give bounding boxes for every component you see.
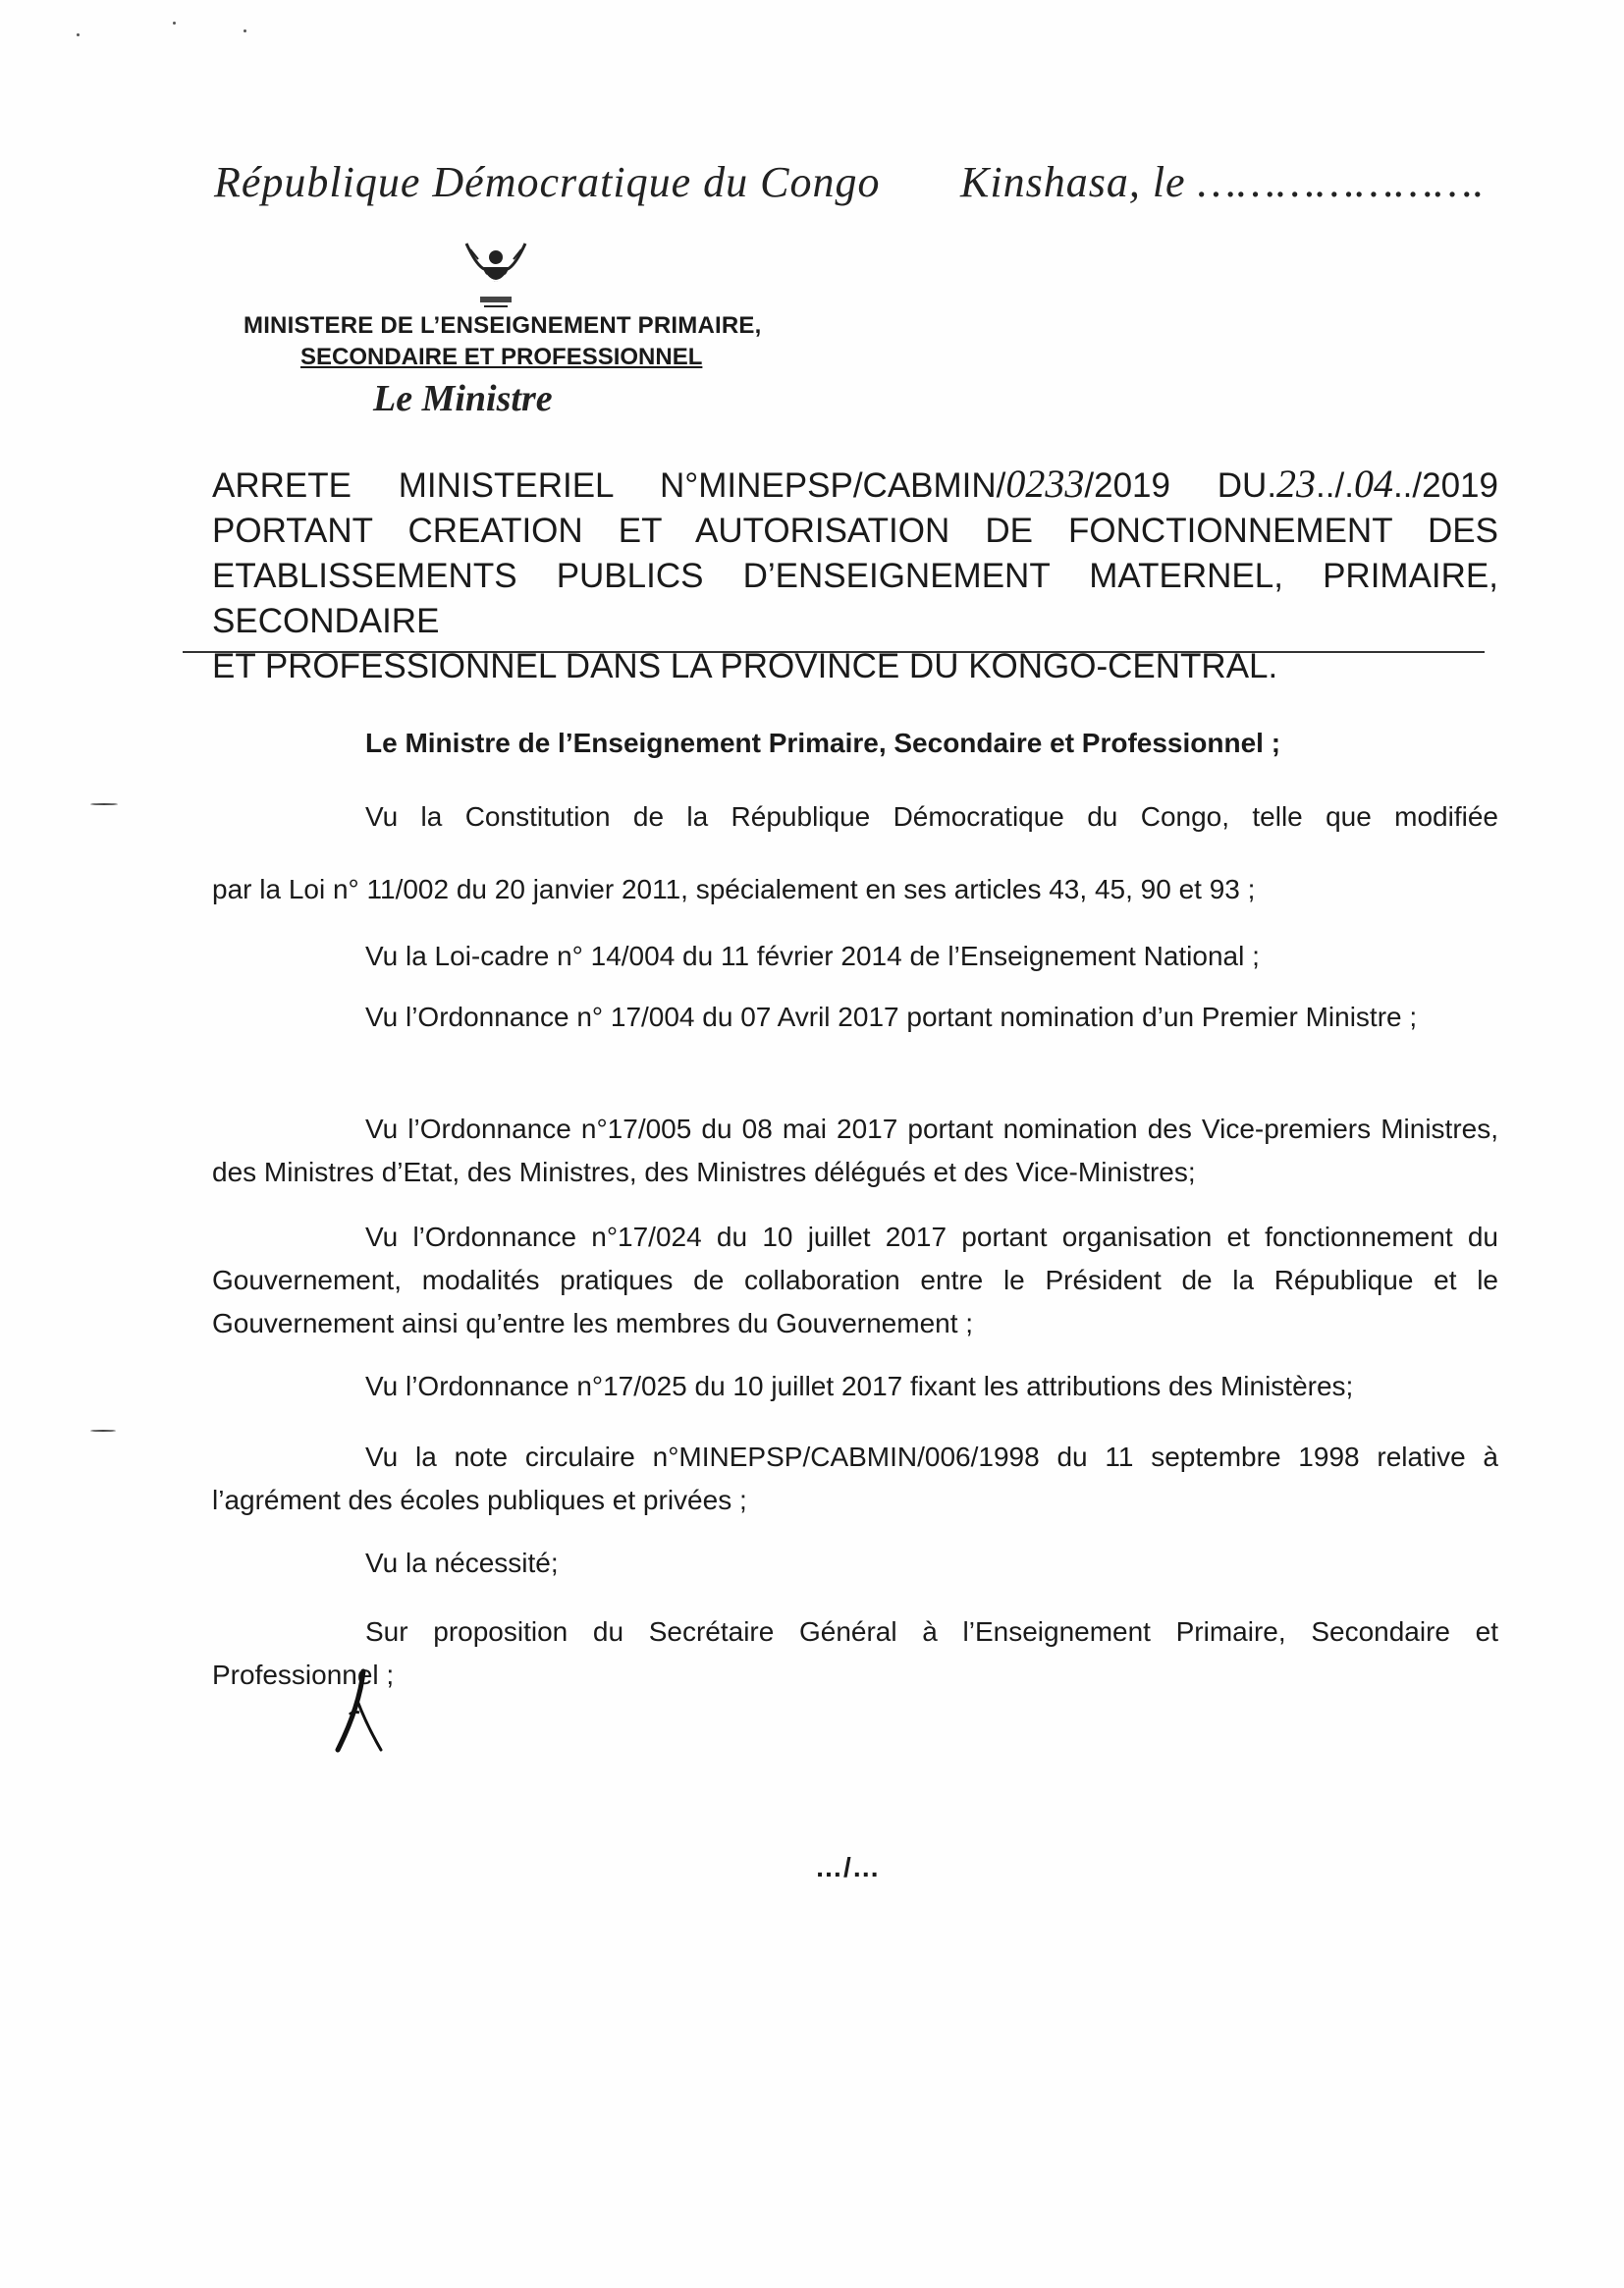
- decree-title-line-4: ET PROFESSIONNEL DANS LA PROVINCE DU KONGO-CENTRAL.: [212, 647, 1278, 685]
- paragraph-ordonnance-4: [212, 1365, 1498, 1408]
- paragraph-constitution: [212, 795, 1498, 839]
- decree-month-handwritten: 04: [1353, 462, 1393, 506]
- decree-ref-prefix: ARRETE MINISTERIEL N°MINEPSP/CABMIN/: [212, 466, 1006, 505]
- minister-script-title: Le Ministre: [373, 378, 553, 419]
- decree-date-separator: ../.: [1316, 466, 1354, 505]
- decree-day-handwritten: 23: [1276, 462, 1317, 506]
- paragraph-necessite: [212, 1542, 1498, 1585]
- paragraph-proposition-text: Sur proposition du Secrétaire Général à l’Enseignement Primaire, Secondaire et Professionnel ;: [212, 1616, 1498, 1690]
- place-date-line: Kinshasa, le ………………….: [960, 158, 1486, 206]
- paragraph-ordonnance-2-text: Vu l’Ordonnance n°17/005 du 08 mai 2017 portant nomination des Vice-premiers Ministres, des Ministres d’Etat, des Ministres, des Ministres délégués et des Vice-Ministres;: [212, 1114, 1498, 1187]
- paragraph-note-circulaire-text: Vu la note circulaire n°MINEPSP/CABMIN/006/1998 du 11 septembre 1998 relative à l’agrément des écoles publiques et privées ;: [212, 1442, 1498, 1515]
- scan-dot: [77, 33, 80, 36]
- paragraph-constitution-cont: [212, 868, 1498, 911]
- decree-reference-line: [212, 462, 1498, 509]
- paragraph-ordonnance-2: [212, 1108, 1498, 1194]
- paragraph-loi-cadre: [212, 935, 1498, 978]
- scan-dot: [244, 29, 246, 32]
- minister-preamble-heading: Le Ministre de l’Enseignement Primaire, Secondaire et Professionnel ;: [365, 728, 1281, 758]
- paragraph-note-circulaire: [212, 1436, 1498, 1522]
- decree-ref-year: /2019 DU.: [1084, 466, 1277, 505]
- paragraph-loi-cadre-text: Vu la Loi-cadre n° 14/004 du 11 février 2014 de l’Enseignement National ;: [365, 941, 1260, 971]
- decree-title-line-3: ETABLISSEMENTS PUBLICS D’ENSEIGNEMENT MATERNEL, PRIMAIRE, SECONDAIRE: [212, 557, 1498, 640]
- scan-dot: [173, 22, 176, 25]
- decree-ref-end: ../2019: [1392, 466, 1498, 505]
- title-underline-rule: [183, 651, 1485, 653]
- coat-of-arms-emblem: [457, 236, 535, 314]
- decree-title: [212, 462, 1498, 689]
- ministry-name-line-1: MINISTERE DE L’ENSEIGNEMENT PRIMAIRE,: [244, 312, 762, 339]
- paragraph-constitution-line-1: Vu la Constitution de la République Démocratique du Congo, telle que modifiée: [365, 801, 1498, 832]
- paragraph-ordonnance-1: [212, 996, 1498, 1039]
- scan-mark: [90, 1430, 116, 1432]
- paragraph-proposition: [212, 1610, 1498, 1697]
- paragraph-constitution-line-2: par la Loi n° 11/002 du 20 janvier 2011, spécialement en ses articles 43, 45, 90 et 93 ;: [212, 874, 1256, 904]
- decree-ref-number-handwritten: 0233: [1005, 462, 1085, 506]
- paragraph-ordonnance-1-text: Vu l’Ordonnance n° 17/004 du 07 Avril 2017 portant nomination d’un Premier Ministre ;: [365, 1002, 1418, 1032]
- paragraph-ordonnance-3: [212, 1216, 1498, 1345]
- paragraph-necessite-text: Vu la nécessité;: [365, 1548, 559, 1578]
- page-continuation-marker: …/…: [815, 1852, 881, 1882]
- decree-title-line-2: PORTANT CREATION ET AUTORISATION DE FONCTIONNEMENT DES: [212, 512, 1498, 550]
- country-script-heading: République Démocratique du Congo: [214, 158, 881, 206]
- scan-mark: [90, 803, 118, 805]
- handwritten-initial-mark: [324, 1667, 393, 1756]
- ministry-name-line-2: SECONDAIRE ET PROFESSIONNEL: [300, 344, 703, 370]
- paragraph-ordonnance-3-text: Vu l’Ordonnance n°17/024 du 10 juillet 2017 portant organisation et fonctionnement du Gouvernement, modalités pratiques de collaboration entre le Président de la République et le Gouvernement ainsi qu’entre les membres du Gouvernement ;: [212, 1222, 1498, 1338]
- paragraph-ordonnance-4-text: Vu l’Ordonnance n°17/025 du 10 juillet 2017 fixant les attributions des Ministères;: [365, 1371, 1354, 1401]
